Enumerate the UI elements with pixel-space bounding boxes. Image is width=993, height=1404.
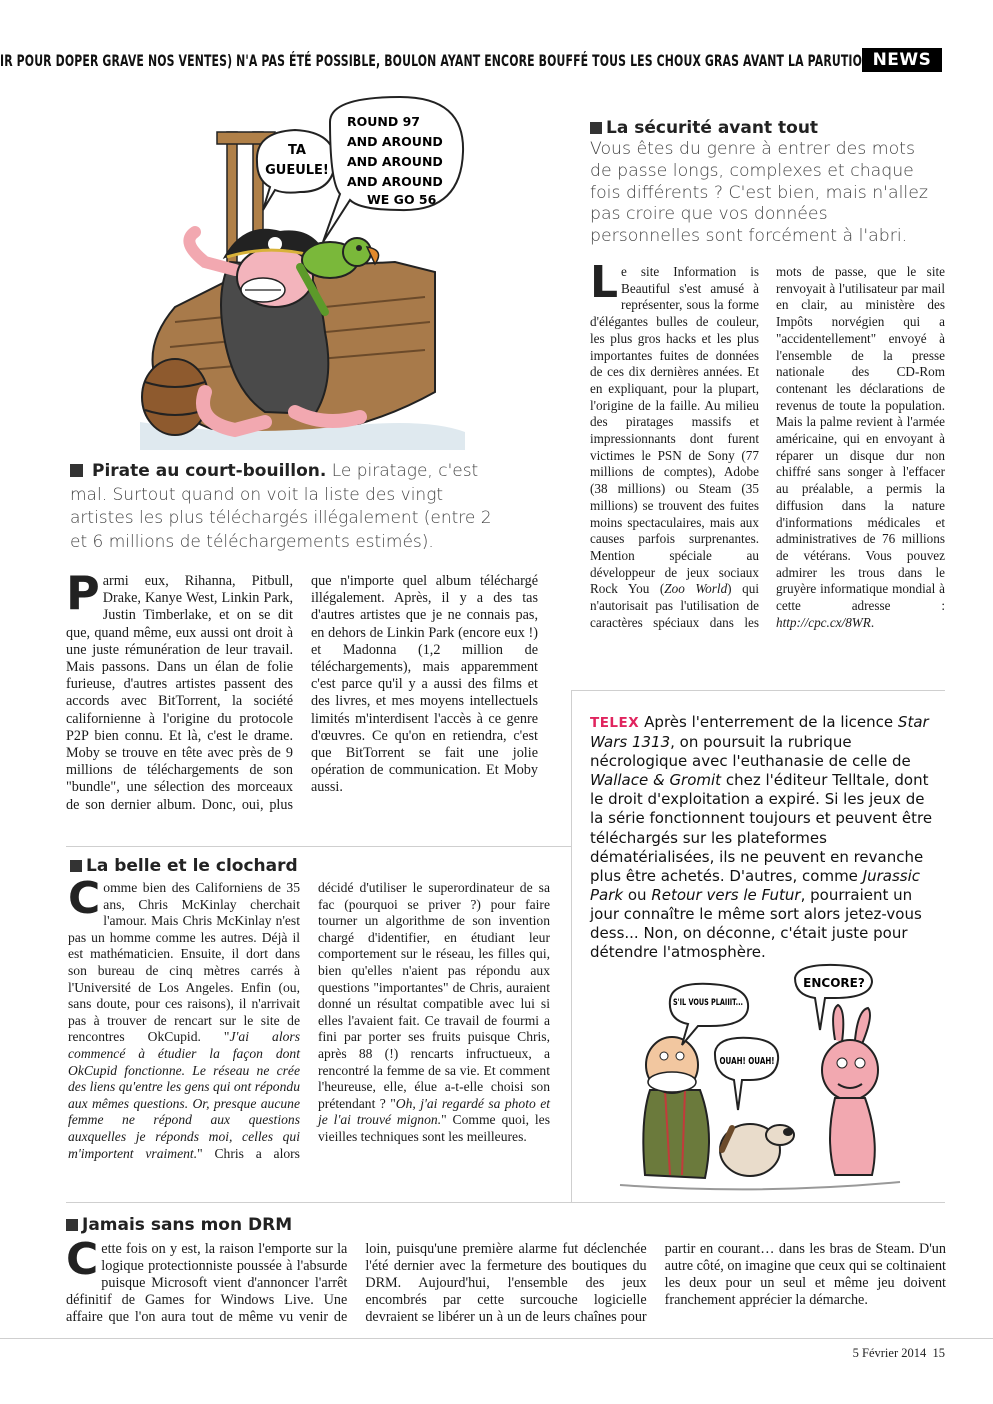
securite-lead: Vous êtes du genre à entrer des mots de passe longs, complexes et chaque fois différents ? C'est bien, mais n'allez pas croire que vos données personnelles sont forcément à l'abri.: [590, 139, 928, 247]
securite-url-link[interactable]: http://cpc.cx/8WR: [776, 614, 871, 630]
issue-date: 5 Février 2014: [852, 1346, 927, 1360]
pirate-article-body: [66, 566, 538, 833]
section-tag-news: NEWS: [862, 48, 942, 72]
section-square-icon: [70, 860, 82, 872]
svg-text:AND AROUND: AND AROUND: [347, 134, 443, 149]
telex-block: TELEX Après l'enterrement de la licence Star Wars 1313, on poursuit la rubrique nécrologique avec l'euthanasie de celle de Wallace & Gromit chez l'éditeur Telltale, dont le droit d'exploitation a expiré. Si les jeux de la série fonctionnent toujours et peuvent être téléchargés sur les plateformes dématérialisées, ils ne peuvent en revanche plus être achetés. D'autres, comme Jurassic Park ou Retour vers le Futur, pourraient un jour connaître le même sort alors jetez-vous dess... Non, on déconne, c'était juste pour détendre l'atmosphère.: [590, 713, 933, 962]
divider: [571, 690, 572, 1202]
zoo-world-title: Zoo World: [664, 581, 728, 597]
pirate-cartoon-illustration: [135, 92, 480, 450]
pirate-body-text: armi eux, Rihanna, Pitbull, Drake, Kanye West, Linkin Park, Justin Timberlake, et on se dit que, quand même, eux aussi ont droit à une juste rémunération de leur travail. Mais passons. Dans un élan de folie furieuse, d'autres artistes passent des accords avec BitTorrent, la société californienne à l'origine du protocole P2P bien connu. Et là, c'est le drame. Moby se trouve en tête avec près de 9 millions de téléchargements de son "bundle", une sélection des morceaux de son dernier album. Donc, oui, plus que n'importe quel album téléchargé illégalement. Après, il y a des tas d'autres artistes que je ne connais pas, en dehors de Linkin Park (encore eux !) et Madonna (1,2 million de téléchargements), mais apparemment c'est parce qu'il y a aussi des films et des livres, et mes moyens intellectuels limités m'interdisent l'accès à ce genre d'œuvres. Ce qu'on en retiendra, c'est que BitTorrent se fait une jolie opération de communication. Et Moby aussi.: [66, 573, 538, 813]
divider: [66, 846, 571, 847]
drm-dropcap: C: [66, 1234, 99, 1285]
svg-text:ROUND 97: ROUND 97: [347, 114, 420, 129]
pirate-caption: [70, 460, 510, 554]
svg-text:WE GO 56: WE GO 56: [367, 192, 437, 207]
divider: [0, 1338, 993, 1339]
pirate-title: Pirate au court-bouillon.: [92, 461, 327, 481]
svg-text:AND AROUND: AND AROUND: [347, 174, 443, 189]
belle-article-body: Comme bien des Californiens de 35 ans, Chris McKinlay cherchait l'amour. Mais Chris McKinlay n'est pas un homme comme les autres. Déjà il est mathématicien. Ensuite, il dort dans son bureau de cinq mètres carrés à l'Université de Los Angeles. Enfin (ou, sans doute, pour ces raisons), il n'arrivait pas à trouver de rencart sur le site de rencontres OkCupid. "J'ai alors commencé à étudier la façon dont OkCupid fonctionne. Le réseau ne crée des liens qu'entre les gens qui ont répondu aux mêmes questions. Or, presque aucune femme ne répond aux questions auxquelles je réponds moi, celles qui m'importent vraiment." Chris a alors décidé d'utiliser le superordinateur de sa fac (pourquoi se priver ?) pour faire tourner un algorithme de son invention chargé d'identifier, en étudiant leur comportement sur le réseau, les filles qui, bien qu'elles n'aient pas répondu aux questions "importantes" de Chris, auraient donné un résultat compatible avec lui si elles l'avaient fait. Ce travail de fourmi a fini par porter ses fruits puisque Chris, après 88 (!) rencarts infructueux, a rencontré la femme de sa vie. Et comment l'heureuse, elle, élue a-t-elle choisi son prétendant ? "Oh, j'ai regardé sa photo et je l'ai trouvé mignon." Comme quoi, les vieilles techniques sont les meilleures.: [68, 873, 551, 1161]
telex-tag: TELEX: [590, 715, 640, 731]
belle-dropcap: C: [68, 873, 101, 924]
bubble-encore-text: ENCORE?: [803, 976, 865, 990]
bubble-ouah-text: OUAH! OUAH!: [719, 1056, 775, 1067]
svg-text:AND AROUND: AND AROUND: [347, 154, 443, 169]
drm-title: Jamais sans mon DRM: [66, 1214, 292, 1236]
divider: [572, 690, 945, 691]
page-footer: [853, 1346, 945, 1361]
pirate-lead: Le piratage, c'est mal. Surtout quand on voit la liste des vingt artistes les plus téléchargés illégalement (entre 2 et 6 millions de téléchargements estimés).: [70, 461, 492, 552]
wallace-cartoon-illustration: [610, 960, 910, 1200]
securite-title: La sécurité avant tout: [590, 117, 818, 139]
pirate-dropcap: P: [66, 566, 100, 620]
securite-article-body: Le site Information is Beautiful s'est amusé à représenter, sous la forme d'élégantes bulles de couleur, les plus gros hacks et les plus importantes fuites de données de ces dix dernières années. Et en expliquant, pour la plupart, l'origine de la faille. Au milieu des piratages massifs et impressionnants dont furent victimes le PSN de Sony (77 millions de comptes), Adobe (38 millions) ou Steam (35 millions) se trouvent des fuites moins spectaculaires, mais aux causes parfois surprenantes. Mention spéciale au développeur de jeux sociaux Rock You (Zoo World) qui n'autorisait pas l'utilisation de caractères spéciaux dans les mots de passe, que le site renvoyait à l'utilisateur par mail en clair, au ministère des Impôts norvégien qui a "accidentellement" envoyé à l'ensemble de la presse nationale des CD-Rom contenant les déclarations de revenus de toute la population. Mais la palme revient à l'armée américaine, qui en envoyant à réparer un disque dur non chiffré sans songer à l'effacer au préalable, a permis la diffusion dans la nature d'informations médicales et administratives de 76 millions de vétérans. Vous pouvez admirer les trous dans le gruyère informatique mondial à cette adresse : http://cpc.cx/8WR.: [590, 257, 945, 630]
bubble-ta-text: TA: [288, 143, 306, 158]
section-square-icon: [70, 464, 83, 477]
divider: [66, 1202, 945, 1203]
section-square-icon: [66, 1219, 78, 1231]
drm-article-body: Cette fois on y est, la raison l'emporte sur la logique protectionniste poussée à l'absurde puisque Microsoft vient d'annoncer l'arrêt définitif de Games for Windows Live. Une affaire que l'on aura tout de même vu venir de loin, puisqu'une première alarme fut déclenchée l'été dernier avec la fermeture des boutiques du DRM. Aujourd'hui, l'ensemble des jeux encombrés par cette surcouche logicielle devraient se libérer un à un de leurs chaînes pour partir en courant… dans les bras de Steam. D'un autre côté, on imagine que ceux qui se coltinaient les deux pour un seul et même jeu doivent franchement apprécier la démarche.: [66, 1234, 946, 1326]
securite-dropcap: L: [590, 257, 619, 308]
ticker-header: IR POUR DOPER GRAVE NOS VENTES) N'A PAS ÉTÉ POSSIBLE, BOULON AYANT ENCORE BOUFFÉ TOUS LES CHOUX GRAS AVANT LA PARUTIO: [0, 51, 862, 70]
section-square-icon: [590, 122, 602, 134]
belle-title: La belle et le clochard: [70, 855, 298, 877]
bubble-plait-text: S'IL VOUS PLAIIIT...: [673, 998, 743, 1008]
page-number: 15: [932, 1346, 945, 1360]
svg-text:GUEULE!: GUEULE!: [265, 163, 329, 178]
